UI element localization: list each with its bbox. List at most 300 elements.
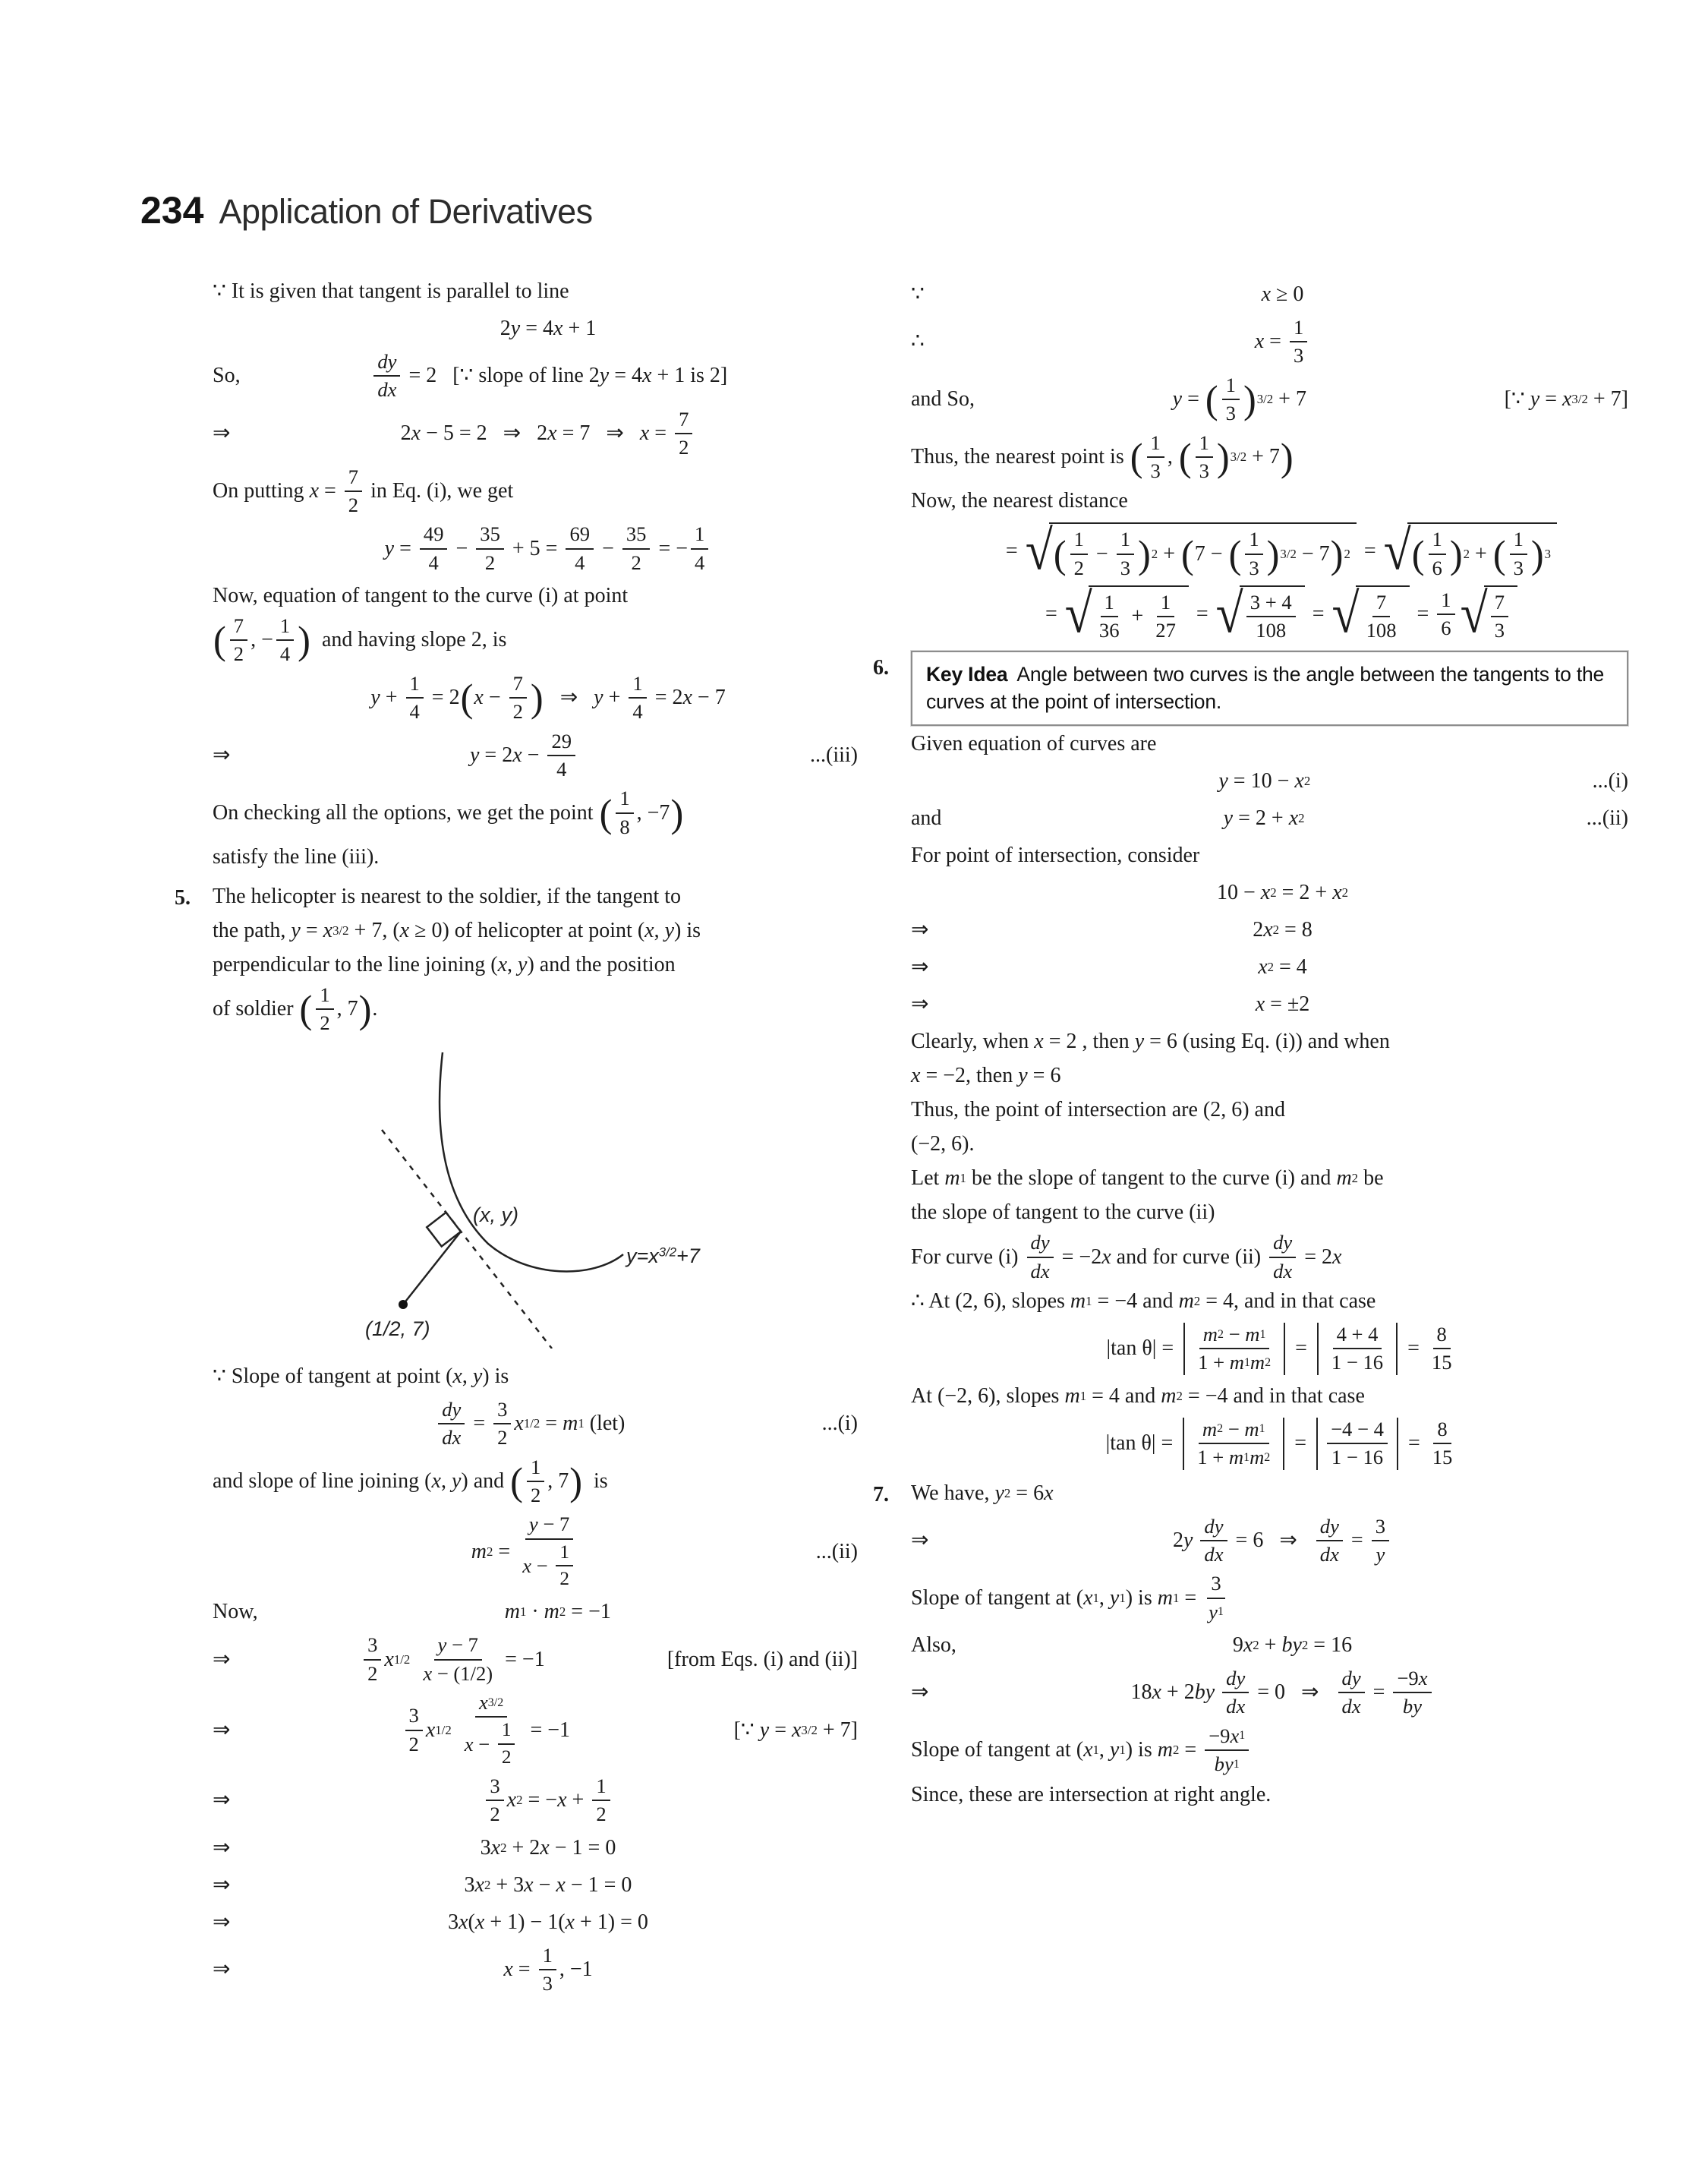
math-text: 3 <box>1375 1514 1385 1538</box>
math-text: 1 <box>559 1541 569 1563</box>
math-text: , 7 <box>547 1468 569 1493</box>
math-text: 2 <box>320 1011 330 1035</box>
content-line <box>911 1197 1628 1229</box>
equation-label <box>911 279 937 311</box>
content-line <box>911 374 1628 426</box>
math-text: 1 <box>695 522 705 546</box>
content-line <box>873 651 1628 727</box>
math-text: = 16 <box>1308 1633 1353 1658</box>
math-text: 8 <box>1436 1323 1447 1346</box>
math-variable: by <box>1281 1633 1302 1658</box>
equation-content <box>944 989 1621 1021</box>
math-text: + 2 <box>506 1835 540 1860</box>
equation-label <box>213 1644 238 1676</box>
math-fraction <box>1147 431 1164 484</box>
fraction-denominator <box>1222 400 1240 425</box>
content-line <box>213 313 858 345</box>
math-text: 2 <box>1253 918 1264 942</box>
fraction-denominator <box>1117 555 1134 580</box>
math-variable: y <box>528 1513 538 1536</box>
fraction-denominator <box>1491 617 1508 642</box>
math-text: 3 <box>1494 619 1505 642</box>
equation-content: $\frac{3}{2}$ x 1/2 x 3/2 x − $\frac{1}{2}$ = −1 <box>246 1691 726 1769</box>
math-text: 27 <box>1155 619 1176 642</box>
math-fraction <box>539 1944 556 1996</box>
math-variable: by <box>1402 1695 1423 1718</box>
math-text: 1 <box>1104 591 1114 614</box>
math-text: the slope of tangent to the curve (ii) <box>911 1200 1215 1225</box>
item-number: 6. <box>873 655 889 680</box>
math-variable: y <box>1018 1064 1028 1088</box>
fraction-denominator <box>498 1745 515 1769</box>
fraction-numerator <box>476 522 504 549</box>
math-text: = 2 + <box>1233 806 1289 831</box>
math-fraction <box>547 730 575 782</box>
fraction-denominator <box>1428 1349 1456 1374</box>
figure-soldier-label: (1/2, 7) <box>365 1317 430 1340</box>
curve-label-exponent: 3/2 <box>658 1244 677 1260</box>
text-content <box>213 580 628 612</box>
content-line <box>911 1094 1628 1126</box>
fraction-numerator <box>547 730 575 756</box>
math-text: = <box>1005 539 1023 563</box>
math-fraction <box>316 983 333 1036</box>
content-line <box>213 983 858 1036</box>
math-variable: x <box>540 1835 550 1860</box>
math-fraction <box>276 614 294 667</box>
equation-content <box>944 1667 1621 1719</box>
text-content: ( $\frac{7}{2}$ , − $\frac{1}{4}$ ) and having slope 2, is <box>213 614 507 666</box>
text-content: Let m 1 be the slope of tangent to the curve (i) and m 2 be <box>911 1162 1384 1194</box>
fraction-numerator <box>438 1398 465 1424</box>
math-square-root: √ ( $\frac{1}{2}$ − $\frac{1}{3}$ ) 2 + ( 7 − ( $\frac{1}{3}$ ) 3/2 − 7 ) 2 <box>1026 522 1357 580</box>
math-text: Since, these are intersection at right angle. <box>911 1782 1272 1806</box>
content-line <box>213 1596 858 1628</box>
math-text: 3 <box>1199 459 1209 482</box>
math-variable: x <box>1561 387 1572 412</box>
math-text: 1 <box>1225 373 1236 396</box>
math-text: , − <box>251 628 273 652</box>
math-text: = 6 (using Eq. (i)) and when <box>1144 1030 1390 1054</box>
math-variable: x <box>911 1064 921 1088</box>
content-line <box>911 1026 1628 1058</box>
math-variable: dx <box>377 378 397 402</box>
math-text: · <box>526 1600 544 1624</box>
math-text: 3 <box>480 1835 491 1860</box>
math-variable: x <box>1258 955 1268 980</box>
equation-number: ...(iii) <box>810 743 858 767</box>
math-text: = <box>1367 1680 1391 1705</box>
math-text: 15 <box>1432 1446 1453 1469</box>
fraction-numerator <box>616 787 633 813</box>
math-variable: x <box>474 1872 484 1897</box>
math-variable: x <box>323 919 333 942</box>
math-text: = 4 and <box>1086 1383 1161 1408</box>
fraction-numerator <box>592 1774 610 1801</box>
fraction-denominator <box>1429 1444 1457 1469</box>
content-line <box>213 350 858 402</box>
math-variable: x <box>1294 769 1304 793</box>
math-text: − (1/2) <box>432 1661 493 1685</box>
math-text: −9 <box>1397 1667 1419 1690</box>
math-text: = <box>1539 387 1562 412</box>
content-line <box>213 1456 858 1508</box>
equation-content: $\frac{3}{2}$ x 2 = − x + $\frac{1}{2}$ <box>246 1774 850 1827</box>
math-text: 4 <box>409 700 420 724</box>
math-text: − <box>522 743 545 767</box>
fraction-denominator <box>1338 1693 1365 1718</box>
math-fraction <box>486 1774 503 1827</box>
math-text: 2 <box>1172 1528 1183 1552</box>
math-text: = 0 ⇒ <box>1252 1680 1335 1705</box>
equation-number: ...(ii) <box>1586 806 1628 831</box>
fraction-numerator <box>539 1944 556 1970</box>
math-text: is <box>583 1468 608 1493</box>
fraction-denominator <box>518 1540 580 1592</box>
content-line <box>911 582 1628 645</box>
math-text: 10 − <box>1216 881 1261 905</box>
math-fraction <box>566 522 594 575</box>
equation-content: m 1 · m 2 = −1 <box>266 1596 850 1628</box>
math-text: = <box>1190 601 1214 626</box>
math-variable: x <box>557 1788 567 1812</box>
math-text: At (−2, 6), slopes <box>911 1383 1065 1408</box>
math-fraction <box>1070 528 1088 580</box>
solution-figure <box>292 1045 816 1349</box>
fraction-numerator <box>1157 591 1174 617</box>
math-text: − <box>533 1872 556 1897</box>
math-fraction <box>675 408 692 460</box>
math-text: 2 <box>497 1426 508 1450</box>
math-text: ) is <box>482 1364 509 1388</box>
math-text: ⇒ <box>911 1528 929 1552</box>
equation-content <box>944 279 1621 311</box>
math-fraction <box>1222 374 1240 426</box>
math-text: 15 <box>1431 1351 1452 1374</box>
fraction-numerator: m 2 − m 1 <box>1199 1323 1270 1349</box>
math-text: ∵ It is given that tangent is parallel to line <box>213 279 569 303</box>
text-content: and slope of line joining ( x , y ) and ( $\frac{1}{2}$ , 7 ) is <box>213 1455 608 1506</box>
math-text: 7 <box>233 614 244 637</box>
math-text: , −1 <box>559 1957 593 1982</box>
math-text: , <box>1098 1738 1110 1762</box>
equation-content: $\frac{dy}{dx}$ = $\frac{3}{2}$ x 1/2 = m 1 (let) <box>246 1398 815 1450</box>
page-header <box>140 188 593 232</box>
math-variable: m <box>1244 1417 1259 1440</box>
content-line <box>911 1128 1628 1160</box>
math-variable: x <box>478 1691 488 1714</box>
math-text: 108 <box>1256 619 1287 642</box>
math-text: 69 <box>569 522 591 546</box>
equation-content: x 2 = 4 <box>944 951 1621 983</box>
fraction-numerator <box>230 614 247 641</box>
math-text: Slope of tangent at ( <box>911 1738 1084 1762</box>
fraction-numerator <box>1101 591 1118 617</box>
math-fraction <box>230 614 247 667</box>
math-text: 7 <box>348 465 359 488</box>
figure-canvas <box>292 1045 816 1349</box>
key-idea-box <box>911 651 1628 727</box>
fraction-denominator <box>1245 555 1262 580</box>
math-text: 2 <box>490 1803 500 1826</box>
content-line <box>213 1691 858 1769</box>
fraction-numerator <box>1245 528 1262 554</box>
math-text: , <box>440 1468 452 1493</box>
math-variable: x <box>490 1835 501 1860</box>
curve-label-pre: y=x <box>626 1244 659 1267</box>
content-line <box>911 1724 1628 1777</box>
text-content: At (−2, 6), slopes m 1 = 4 and m 2 = −4 and in that case <box>911 1380 1365 1412</box>
math-text: − 1 = 0 <box>565 1872 632 1897</box>
math-variable: x <box>1083 1585 1093 1610</box>
math-text: 2 <box>512 700 523 724</box>
math-text: ) is <box>1125 1738 1158 1762</box>
math-text: = <box>1290 1336 1313 1361</box>
math-text: 29 <box>551 729 572 752</box>
math-absolute-value <box>1317 1323 1398 1375</box>
math-text: 4 + 4 <box>1336 1323 1379 1346</box>
math-variable: m <box>1157 1585 1173 1610</box>
math-text: For point of intersection, consider <box>911 844 1200 868</box>
math-variable: x <box>1332 881 1342 905</box>
math-text: (−2, 6). <box>911 1132 975 1156</box>
fraction-numerator <box>527 1456 544 1482</box>
math-fraction <box>629 672 646 724</box>
math-variable: x <box>639 421 650 446</box>
math-text: ⇒ <box>213 421 231 446</box>
math-variable: x <box>547 421 557 446</box>
text-content <box>911 1128 974 1160</box>
math-text: = <box>1264 330 1287 354</box>
math-text: Given equation of curves are <box>911 732 1157 756</box>
math-text: in Eq. (i), we get <box>365 478 514 503</box>
math-fraction <box>493 1398 511 1450</box>
equation-content: 3 x 2 + 3 x − x − 1 = 0 <box>246 1869 850 1901</box>
math-text: 1 <box>1150 431 1161 454</box>
equation-content: y = 2 + x 2 <box>949 803 1578 834</box>
fraction-denominator <box>486 1801 503 1826</box>
content-line <box>213 1832 858 1864</box>
math-text: − 5 = 2 ⇒ 2 <box>421 421 548 446</box>
math-square-root: √ $\frac{7}{108}$ <box>1331 585 1409 643</box>
math-text: = −1 <box>525 1718 571 1742</box>
math-fraction <box>592 1774 610 1827</box>
text-content: We have, y 2 = 6 x <box>911 1478 1054 1509</box>
math-fraction <box>419 1633 496 1686</box>
content-line <box>213 949 858 981</box>
math-text: Now, the nearest distance <box>911 489 1128 513</box>
math-text: = 2 [∵ slope of line 2 <box>403 364 600 388</box>
math-text: 4 <box>556 757 567 781</box>
fraction-numerator <box>434 1633 482 1660</box>
math-variable: m <box>1229 1351 1244 1374</box>
math-text: 4 <box>428 550 439 574</box>
math-variable: y <box>1183 1528 1193 1552</box>
math-fraction <box>1027 1231 1054 1283</box>
math-variable: x <box>411 421 421 446</box>
math-variable: y <box>1530 387 1540 412</box>
math-text: ) is <box>1125 1585 1158 1610</box>
math-text: 3 <box>1513 556 1524 579</box>
math-fraction <box>1290 316 1307 368</box>
math-text: 2 <box>1073 556 1084 579</box>
fraction-denominator <box>1152 617 1180 642</box>
equation-content: $\frac{3}{2}$ x 1/2 y − 7 x − (1/2) = −1 <box>246 1633 660 1686</box>
math-variable: y <box>469 743 480 767</box>
fraction-numerator <box>675 408 692 434</box>
math-variable: dx <box>1273 1259 1293 1282</box>
math-variable: x <box>1101 1244 1111 1269</box>
math-text: = <box>319 478 342 503</box>
fraction-denominator <box>675 434 692 459</box>
math-variable: x <box>474 1910 485 1934</box>
math-text: 1 <box>1293 316 1304 339</box>
math-variable: dx <box>1030 1259 1050 1282</box>
content-line <box>911 1231 1628 1283</box>
math-variable: x <box>522 1554 532 1577</box>
content-line <box>213 915 858 947</box>
math-fraction <box>498 1719 515 1769</box>
math-text: 2 <box>400 421 411 446</box>
key-idea-text: Angle between two curves is the angle between the tangents to the curves at the point of intersection. <box>926 662 1605 713</box>
math-fraction <box>556 1541 573 1592</box>
math-text: 108 <box>1366 619 1397 642</box>
math-text: of soldier <box>213 997 299 1021</box>
fraction-denominator <box>1429 555 1446 580</box>
fraction-denominator <box>1372 1541 1388 1566</box>
math-text: 7 <box>1494 591 1505 614</box>
math-text: 6 <box>1432 556 1442 579</box>
math-variable: x <box>682 686 692 710</box>
math-text: 1 − 16 <box>1331 1351 1384 1374</box>
fraction-numerator <box>509 672 527 699</box>
math-text: 6 <box>1441 616 1451 639</box>
text-content: the path, y = x 3/2 + 7, ( x ≥ 0) of helicopter at point ( x , y ) is <box>213 915 701 947</box>
math-text: ≥ 0 <box>1271 282 1304 306</box>
fraction-numerator <box>373 350 400 377</box>
fraction-denominator <box>230 641 247 666</box>
content-line <box>213 1361 858 1393</box>
math-variable: x <box>512 743 522 767</box>
curve-label-post: +7 <box>676 1244 700 1267</box>
right-column <box>873 273 1628 1813</box>
math-text: −9 <box>1209 1724 1231 1747</box>
math-variable: y <box>1209 1600 1218 1623</box>
equation-label <box>213 740 238 771</box>
math-text: = − <box>522 1788 558 1812</box>
equation-label <box>911 914 937 946</box>
fraction-denominator <box>345 492 362 517</box>
math-text: ≥ 0) of helicopter at point ( <box>409 919 645 942</box>
math-text: 1 <box>596 1774 607 1797</box>
equation-content: y = 10 − x 2 <box>944 765 1585 797</box>
math-fraction <box>1095 591 1123 643</box>
equation-label <box>213 360 241 392</box>
math-text: 7 <box>1376 591 1387 614</box>
math-text: and having slope 2, is <box>310 628 507 652</box>
math-text: 1 <box>542 1943 553 1967</box>
fraction-numerator: m 2 − m 1 <box>1199 1418 1269 1444</box>
text-content <box>213 841 379 873</box>
equation-content <box>944 316 1621 368</box>
text-content <box>911 1197 1215 1229</box>
math-text: 1 <box>1432 528 1442 551</box>
equation-label <box>213 1784 238 1816</box>
math-fraction <box>1429 528 1446 580</box>
math-text: 1 <box>1120 528 1131 551</box>
math-text: ⇒ <box>911 992 929 1017</box>
math-text: = <box>1289 1431 1313 1456</box>
math-text: = <box>512 1957 536 1982</box>
fraction-denominator <box>1363 617 1401 642</box>
math-text: = <box>649 421 673 446</box>
content-line <box>873 1478 1628 1509</box>
fraction-denominator <box>1196 458 1213 483</box>
equation-content: y + $\frac{1}{4}$ = 2 ( x − $\frac{7}{2}$ ) ⇒ y + $\frac{1}{4}$ = 2 x − 7 <box>370 671 726 724</box>
equation-label <box>213 1869 238 1901</box>
text-content <box>213 881 681 913</box>
fraction-numerator <box>1196 431 1213 458</box>
math-text: ⇒ <box>544 686 594 710</box>
math-variable: y <box>759 1718 770 1742</box>
math-text: + <box>380 686 403 710</box>
math-text: + 2 <box>1161 1680 1195 1705</box>
fraction-denominator <box>438 1424 465 1450</box>
math-variable: x <box>514 1412 524 1436</box>
math-text: 2 <box>499 317 511 340</box>
fraction-denominator <box>1510 555 1527 580</box>
math-text: 2 <box>233 642 244 666</box>
math-variable: y <box>1134 1030 1145 1054</box>
equation-content: 10 − x 2 = 2 + x 2 <box>944 877 1621 909</box>
fraction-denominator <box>616 814 633 839</box>
math-fraction <box>1363 591 1401 643</box>
math-fraction <box>1327 1418 1388 1470</box>
math-text: + 7 <box>1246 444 1280 468</box>
math-variable: y <box>1376 1542 1385 1566</box>
math-text: Let <box>911 1166 945 1191</box>
math-variable: y <box>1218 769 1228 793</box>
math-variable: x <box>1260 881 1271 905</box>
math-text: ⇒ <box>213 1647 231 1671</box>
math-text: Now, <box>213 1600 258 1624</box>
math-fraction <box>1205 1724 1249 1777</box>
math-text: + <box>603 686 626 710</box>
equation-content: 2 x 2 = 8 <box>944 914 1621 946</box>
math-variable: dy <box>442 1397 462 1421</box>
math-text: and for curve (ii) <box>1111 1244 1267 1269</box>
content-line <box>213 730 858 782</box>
content-line <box>213 614 858 667</box>
math-text: On checking all the options, we get the point <box>213 800 599 825</box>
fraction-numerator <box>1207 1572 1224 1598</box>
fraction-numerator <box>1327 1418 1388 1444</box>
text-content <box>911 1060 1060 1092</box>
math-text: = <box>1358 539 1382 563</box>
radicand: ( $\frac{1}{6}$ ) 2 + ( $\frac{1}{3}$ ) 3 <box>1407 522 1557 580</box>
math-text: ∵ <box>911 282 925 306</box>
math-fraction <box>691 522 708 575</box>
math-variable: x <box>553 317 563 340</box>
math-fraction <box>527 1456 544 1508</box>
math-text: On putting <box>213 478 310 503</box>
math-variable: y <box>472 1364 483 1388</box>
equation-number: ...(i) <box>821 1412 858 1436</box>
math-fraction <box>1316 1515 1343 1567</box>
math-variable: x <box>1255 992 1265 1017</box>
math-text: = −1 <box>499 1647 545 1671</box>
math-text: 35 <box>626 522 647 546</box>
